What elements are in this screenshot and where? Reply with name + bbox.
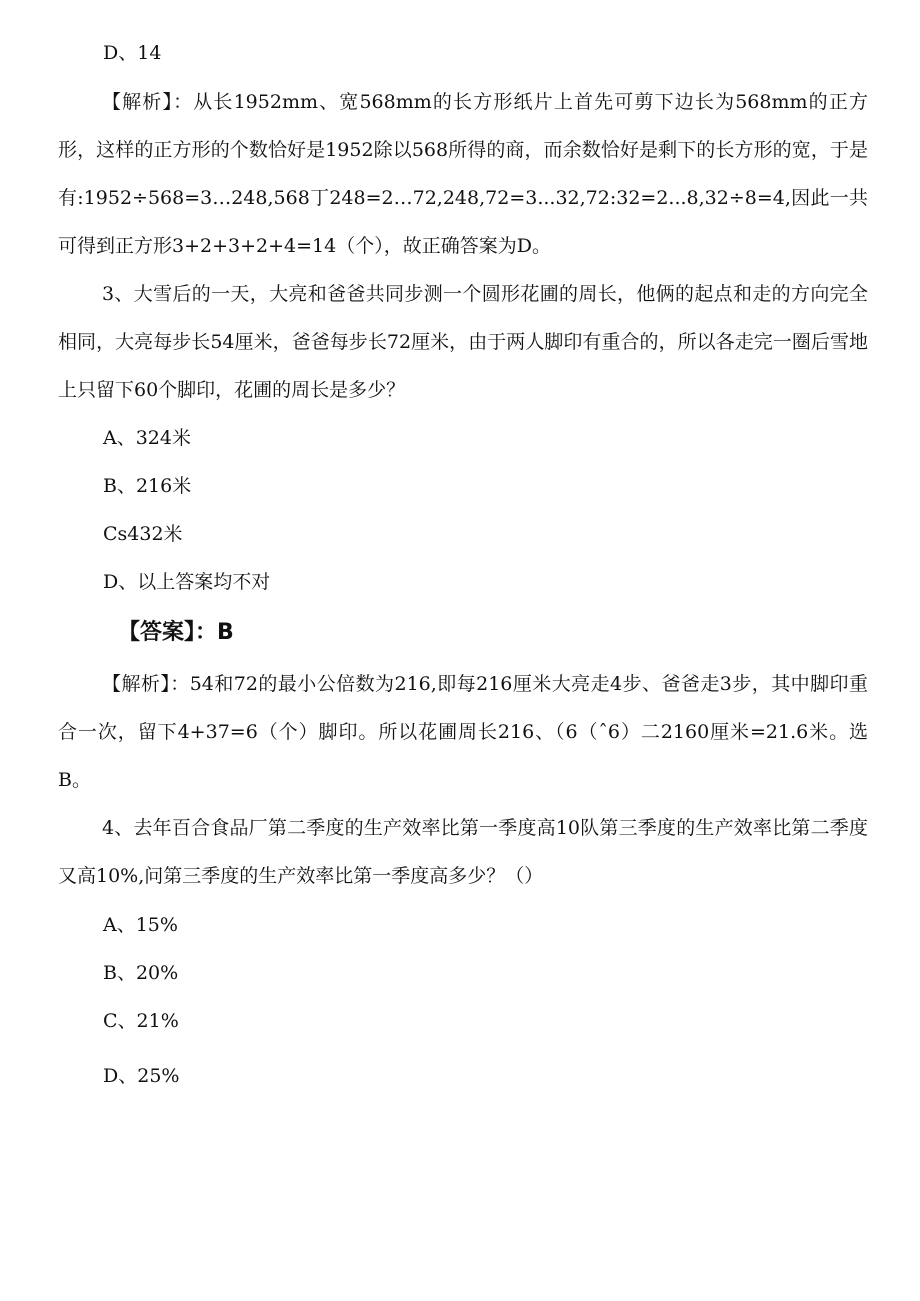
q3-option-b: B、216米: [103, 475, 192, 497]
q2-analysis: 【解析】：从长1952mm、宽568mm的长方形纸片上首先可剪下边长为568mm的正方形，这样的正方形的个数恰好是1952除以568所得的商，而余数恰好是剩下的长方形的宽，于是有:1952÷568=3…248,568丁248=2…72,248,72=3...32,72:32=2...8,32÷8=4,因此一共可得到正方形3+2+3+2+4=14（个），故正确答案为D。: [58, 91, 868, 257]
q4-option-c: C、21%: [103, 1010, 179, 1032]
q4-stem: 4、去年百合食品厂第二季度的生产效率比第一季度高10队第三季度的生产效率比第二季度又高10%,问第三季度的生产效率比第一季度高多少？（）: [58, 817, 868, 887]
q3-stem: 3、大雪后的一天，大亮和爸爸共同步测一个圆形花圃的周长，他俩的起点和走的方向完全相同，大亮每步长54厘米，爸爸每步长72厘米，由于两人脚印有重合的，所以各走完一圈后雪地上只留下60个脚印，花圃的周长是多少？: [58, 283, 868, 401]
q4-option-a: A、15%: [103, 914, 178, 936]
prev-option-d: D、14: [103, 42, 162, 64]
q3-option-d: D、以上答案均不对: [103, 571, 271, 593]
q3-analysis: 【解析】：54和72的最小公倍数为216,即每216厘米大亮走4步、爸爸走3步，其中脚印重合一次，留下4+37=6（个）脚印。所以花圃周长216、（6（ˆ6）二2160厘米=21.6米。选B。: [58, 673, 868, 791]
q3-answer: 【答案】：B: [118, 620, 234, 645]
q4-option-d: D、25%: [103, 1065, 180, 1087]
q3-option-a: A、324米: [103, 427, 191, 449]
q3-option-c: Cs432米: [103, 523, 183, 545]
q4-option-b: B、20%: [103, 962, 179, 984]
